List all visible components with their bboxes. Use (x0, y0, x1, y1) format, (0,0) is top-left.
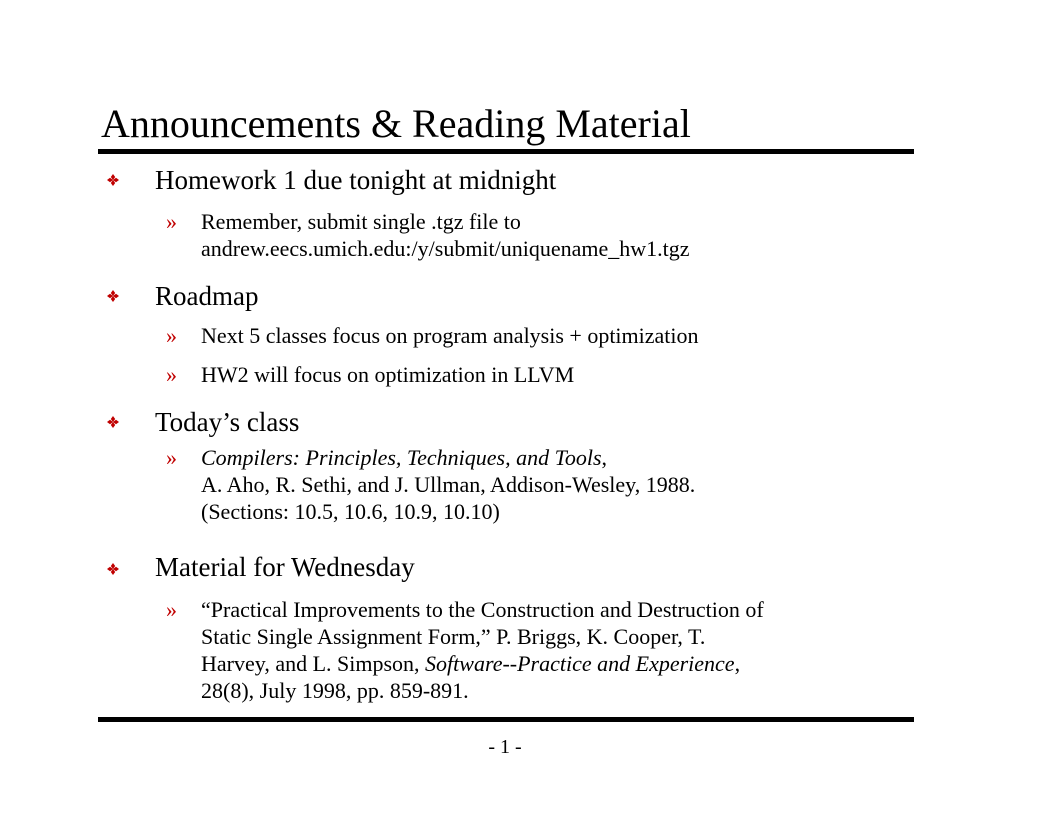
sub-item-line: 28(8), July 1998, pp. 859-891. (201, 678, 469, 703)
sub-marker: » (166, 209, 177, 234)
sub-item-line: (Sections: 10.5, 10.6, 10.9, 10.10) (201, 499, 500, 524)
sub-item-line: Harvey, and L. Simpson, Software--Practice and Experience, (201, 651, 741, 676)
section-heading: Today’s class (155, 407, 300, 437)
sub-marker: » (166, 362, 177, 387)
sub-item-line: andrew.eecs.umich.edu:/y/submit/uniquename_hw1.tgz (201, 236, 690, 261)
book-title: Compilers: Principles, Techniques, and Tools (201, 445, 602, 470)
page-number: - 1 - (488, 736, 522, 758)
slide-title: Announcements & Reading Material (101, 101, 691, 146)
footer-rule (98, 717, 914, 722)
section-heading: Roadmap (155, 281, 259, 311)
sub-marker: » (166, 445, 177, 470)
sub-item-line: “Practical Improvements to the Construction and Destruction of (201, 597, 764, 622)
sub-item-line: Compilers: Principles, Techniques, and Tools, (201, 445, 608, 470)
sub-item-line: HW2 will focus on optimization in LLVM (201, 362, 575, 387)
sub-marker: » (166, 323, 177, 348)
diamond-cluster-icon (107, 416, 119, 428)
diamond-cluster-icon (107, 174, 119, 186)
title-rule (98, 149, 914, 154)
sub-item-line: A. Aho, R. Sethi, and J. Ullman, Addison-Wesley, 1988. (201, 472, 696, 497)
sub-item-line: Next 5 classes focus on program analysis + optimization (201, 323, 699, 348)
sub-item-line: Remember, submit single .tgz file to (201, 209, 521, 234)
sub-marker: » (166, 597, 177, 622)
section-heading: Material for Wednesday (155, 552, 415, 582)
sub-item-line: Static Single Assignment Form,” P. Briggs, K. Cooper, T. (201, 624, 706, 649)
section-heading: Homework 1 due tonight at midnight (155, 165, 557, 195)
journal-title: Software--Practice and Experience (425, 651, 735, 676)
diamond-cluster-icon (107, 290, 119, 302)
diamond-cluster-icon (107, 563, 119, 575)
